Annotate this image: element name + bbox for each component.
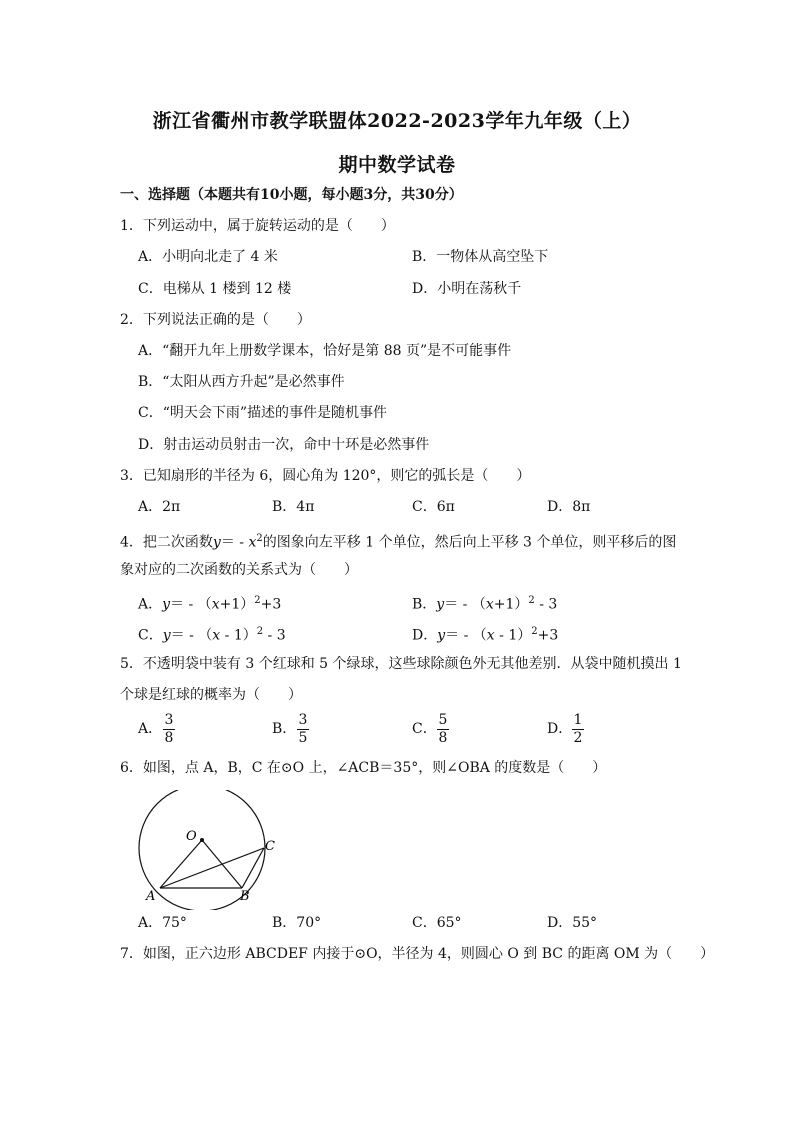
circle-diagram: [130, 790, 290, 910]
question-1-option-a: A．小明向北走了 4 米: [138, 249, 278, 265]
q4b-label: B．: [412, 596, 437, 613]
question-4-stem: [120, 530, 676, 552]
exam-title-line2: 期中数学试卷: [338, 154, 456, 176]
question-2-option-a: A．“翻开九年上册数学课本，恰好是第 88 页”是不可能事件: [138, 343, 512, 359]
q4b-x: x: [485, 596, 494, 613]
q4a-tail: +3: [260, 596, 282, 613]
q4d-y: y: [437, 627, 446, 644]
question-3-option-d: D．8π: [547, 499, 591, 515]
question-5-option-d-label: D．: [547, 721, 573, 737]
fraction-numerator: 3: [164, 712, 174, 728]
label-a: A: [146, 889, 156, 904]
q4a-sup: 2: [254, 595, 261, 606]
question-4-option-c: [138, 623, 286, 645]
q4a-mid: ＝ - （: [170, 596, 212, 613]
q4c-tail: - 3: [263, 627, 286, 644]
question-5-stem-line2: 个球是红球的概率为（ ）: [120, 687, 302, 703]
question-6-option-a: A．75°: [138, 915, 187, 931]
fraction-numerator: 5: [438, 712, 448, 728]
question-2-option-d: D．射击运动员射击一次，命中十环是必然事件: [138, 437, 430, 453]
question-4-stem-line2: 象对应的二次函数的关系式为（ ）: [120, 562, 358, 578]
fraction-numerator: 1: [573, 712, 583, 728]
question-5-stem: 5．不透明袋中装有 3 个红球和 5 个绿球，这些球除颜色外无其他差别．从袋中随机摸出 1: [120, 656, 682, 672]
q4-exponent: 2: [256, 533, 263, 544]
question-5-option-b-label: B．: [272, 721, 297, 737]
fraction-denominator: 5: [298, 730, 308, 746]
q4c-y: y: [162, 627, 171, 644]
question-2-option-c: C．“明天会下雨”描述的事件是随机事件: [138, 405, 388, 421]
q4d-label: D．: [412, 627, 438, 644]
question-2-stem: 2．下列说法正确的是（ ）: [120, 312, 311, 328]
fraction-numerator: 3: [298, 712, 308, 728]
q4c-post: - 1）: [220, 627, 257, 644]
question-3-stem: 3．已知扇形的半径为 6，圆心角为 120°，则它的弧长是（ ）: [120, 468, 531, 484]
question-5-option-c-fraction: [436, 712, 450, 747]
question-7-stem: 7．如图，正六边形 ABCDEF 内接于⊙O，半径为 4，则圆心 O 到 BC 的距离 OM 为（ ）: [120, 946, 715, 962]
q4-var-y: y: [212, 534, 221, 551]
q4-stem-text-a: 4．把二次函数: [120, 534, 213, 551]
label-b: B: [240, 889, 250, 904]
fraction-denominator: 2: [573, 730, 583, 746]
q4-eq: ＝ -: [220, 534, 249, 551]
q4c-label: C．: [138, 627, 163, 644]
segment-bc: [242, 848, 264, 888]
center-point: [200, 838, 204, 842]
question-5-option-b-fraction: [296, 712, 310, 747]
q4d-mid: ＝ - （: [445, 627, 487, 644]
segment-ao: [160, 840, 202, 888]
question-5-option-a-label: A．: [138, 721, 163, 737]
label-o: O: [186, 829, 197, 844]
q4d-post: - 1）: [494, 627, 532, 644]
q4a-post: +1）: [219, 596, 255, 613]
q4d-x: x: [486, 627, 495, 644]
q4a-label: A．: [138, 596, 163, 613]
question-3-option-b: B．4π: [272, 499, 315, 515]
question-6-option-b: B．70°: [272, 915, 322, 931]
fraction-denominator: 8: [164, 730, 174, 746]
q4b-tail: - 3: [534, 596, 558, 613]
question-6-option-d: D．55°: [547, 915, 598, 931]
exam-title-line1: 浙江省衢州市教学联盟体2022-2023学年九年级（上）: [152, 110, 642, 132]
q4b-post: +1）: [493, 596, 529, 613]
question-1-stem: 1．下列运动中，属于旋转运动的是（ ）: [120, 218, 395, 234]
question-5-option-c-label: C．: [412, 721, 437, 737]
question-5-option-a-fraction: [162, 712, 176, 747]
question-3-option-a: A．2π: [138, 499, 181, 515]
question-4-option-a: [138, 592, 281, 614]
q4a-y: y: [162, 596, 171, 613]
q4b-sup: 2: [528, 595, 535, 606]
q4-var-x: x: [248, 534, 257, 551]
fraction-denominator: 8: [438, 730, 448, 746]
question-4-option-b: [412, 592, 557, 614]
question-1-option-c: C．电梯从 1 楼到 12 楼: [138, 281, 292, 297]
question-1-option-d: D．小明在荡秋千: [412, 281, 522, 297]
label-c: C: [265, 839, 275, 854]
q4d-tail: +3: [537, 627, 559, 644]
question-4-option-d: [412, 623, 558, 645]
segment-ac: [160, 848, 264, 888]
q4b-y: y: [436, 596, 445, 613]
question-6-option-c: C．65°: [412, 915, 462, 931]
q4d-sup: 2: [531, 626, 538, 637]
q4-stem-text-b: 的图象向左平移 1 个单位，然后向上平移 3 个单位，则平移后的图: [262, 534, 677, 551]
question-1-option-b: B．一物体从高空坠下: [412, 249, 549, 265]
q4c-x: x: [212, 627, 221, 644]
question-6-stem: 6．如图，点 A，B，C 在⊙O 上，∠ACB＝35°，则∠OBA 的度数是（ ）: [120, 760, 607, 776]
section-heading: 一、选择题（本题共有10小题，每小题3分，共30分）: [120, 187, 463, 203]
question-5-option-d-fraction: [571, 712, 585, 747]
q4a-x: x: [211, 596, 220, 613]
q4c-sup: 2: [256, 626, 264, 637]
q4c-mid: ＝ - （: [170, 627, 213, 644]
q4b-mid: ＝ - （: [444, 596, 486, 613]
question-2-option-b: B．“太阳从西方升起”是必然事件: [138, 374, 345, 390]
question-3-option-c: C．6π: [412, 499, 455, 515]
